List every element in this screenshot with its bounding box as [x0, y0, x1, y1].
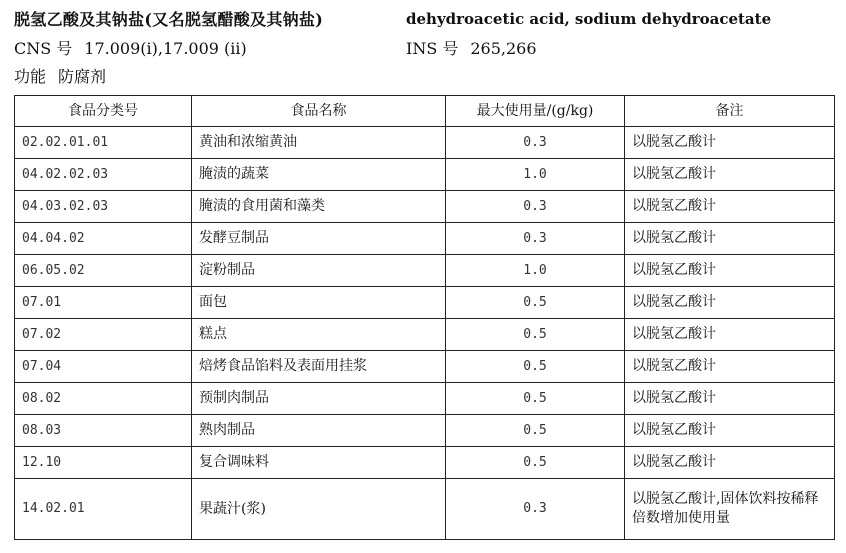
cell-remarks: 以脱氢乙酸计 — [625, 127, 835, 159]
cell-remarks: 以脱氢乙酸计 — [625, 383, 835, 415]
cell-remarks: 以脱氢乙酸计 — [625, 255, 835, 287]
cell-max-usage: 0.3 — [446, 127, 625, 159]
cell-code: 12.10 — [15, 447, 192, 479]
function-line — [14, 69, 106, 85]
header-food-category-code: 食品分类号 — [15, 96, 192, 127]
table-row — [15, 479, 835, 540]
cns-number — [14, 41, 247, 57]
cell-max-usage: 0.5 — [446, 319, 625, 351]
cell-code: 04.04.02 — [15, 223, 192, 255]
cell-max-usage: 0.3 — [446, 479, 625, 540]
header-max-usage: 最大使用量/(g/kg) — [446, 96, 625, 127]
cell-max-usage: 0.3 — [446, 191, 625, 223]
table-row — [15, 159, 835, 191]
table-row — [15, 351, 835, 383]
cell-code: 04.02.02.03 — [15, 159, 192, 191]
cell-max-usage: 0.5 — [446, 447, 625, 479]
cell-remarks: 以脱氢乙酸计 — [625, 447, 835, 479]
table-row — [15, 447, 835, 479]
cell-food-name: 面包 — [192, 287, 446, 319]
table-row — [15, 319, 835, 351]
usage-table — [14, 95, 835, 540]
cell-max-usage: 1.0 — [446, 159, 625, 191]
cell-code: 08.03 — [15, 415, 192, 447]
cell-max-usage: 0.5 — [446, 351, 625, 383]
cell-max-usage: 0.3 — [446, 223, 625, 255]
header-food-name: 食品名称 — [192, 96, 446, 127]
ins-number — [406, 41, 537, 57]
cell-food-name: 黄油和浓缩黄油 — [192, 127, 446, 159]
table-header-row — [15, 96, 835, 127]
cell-code: 08.02 — [15, 383, 192, 415]
cell-max-usage: 0.5 — [446, 415, 625, 447]
cell-remarks: 以脱氢乙酸计 — [625, 351, 835, 383]
function-value: 防腐剂 — [58, 67, 107, 86]
cns-value: 17.009(i),17.009 (ii) — [84, 39, 247, 58]
cell-food-name: 复合调味料 — [192, 447, 446, 479]
title-english: dehydroacetic acid, sodium dehydroacetate — [406, 10, 772, 28]
cell-food-name: 果蔬汁(浆) — [192, 479, 446, 540]
cell-max-usage: 0.5 — [446, 287, 625, 319]
cell-remarks: 以脱氢乙酸计 — [625, 223, 835, 255]
table-row — [15, 223, 835, 255]
cell-remarks: 以脱氢乙酸计 — [625, 415, 835, 447]
cell-food-name: 焙烤食品馅料及表面用挂浆 — [192, 351, 446, 383]
cell-food-name: 淀粉制品 — [192, 255, 446, 287]
cell-food-name: 发酵豆制品 — [192, 223, 446, 255]
cell-food-name: 熟肉制品 — [192, 415, 446, 447]
cell-remarks: 以脱氢乙酸计 — [625, 287, 835, 319]
function-label: 功能 — [14, 67, 47, 86]
cell-code: 07.02 — [15, 319, 192, 351]
cell-food-name: 腌渍的食用菌和藻类 — [192, 191, 446, 223]
table-row — [15, 287, 835, 319]
table-row — [15, 127, 835, 159]
cell-code: 04.03.02.03 — [15, 191, 192, 223]
cell-food-name: 预制肉制品 — [192, 383, 446, 415]
cell-max-usage: 0.5 — [446, 383, 625, 415]
title-chinese: 脱氢乙酸及其钠盐(又名脱氢醋酸及其钠盐) — [14, 10, 324, 29]
table-row — [15, 415, 835, 447]
cell-remarks: 以脱氢乙酸计 — [625, 159, 835, 191]
header-remarks: 备注 — [625, 96, 835, 127]
cell-code: 14.02.01 — [15, 479, 192, 540]
cell-remarks: 以脱氢乙酸计 — [625, 319, 835, 351]
cell-code: 06.05.02 — [15, 255, 192, 287]
cell-code: 02.02.01.01 — [15, 127, 192, 159]
table-row — [15, 191, 835, 223]
cell-code: 07.04 — [15, 351, 192, 383]
cell-max-usage: 1.0 — [446, 255, 625, 287]
ins-value: 265,266 — [470, 39, 537, 58]
cell-code: 07.01 — [15, 287, 192, 319]
cell-remarks: 以脱氢乙酸计 — [625, 191, 835, 223]
table-row — [15, 383, 835, 415]
cell-food-name: 腌渍的蔬菜 — [192, 159, 446, 191]
cell-remarks: 以脱氢乙酸计,固体饮料按稀释倍数增加使用量 — [625, 479, 835, 540]
cns-label: CNS 号 — [14, 39, 73, 58]
table-row — [15, 255, 835, 287]
cell-food-name: 糕点 — [192, 319, 446, 351]
ins-label: INS 号 — [406, 39, 459, 58]
